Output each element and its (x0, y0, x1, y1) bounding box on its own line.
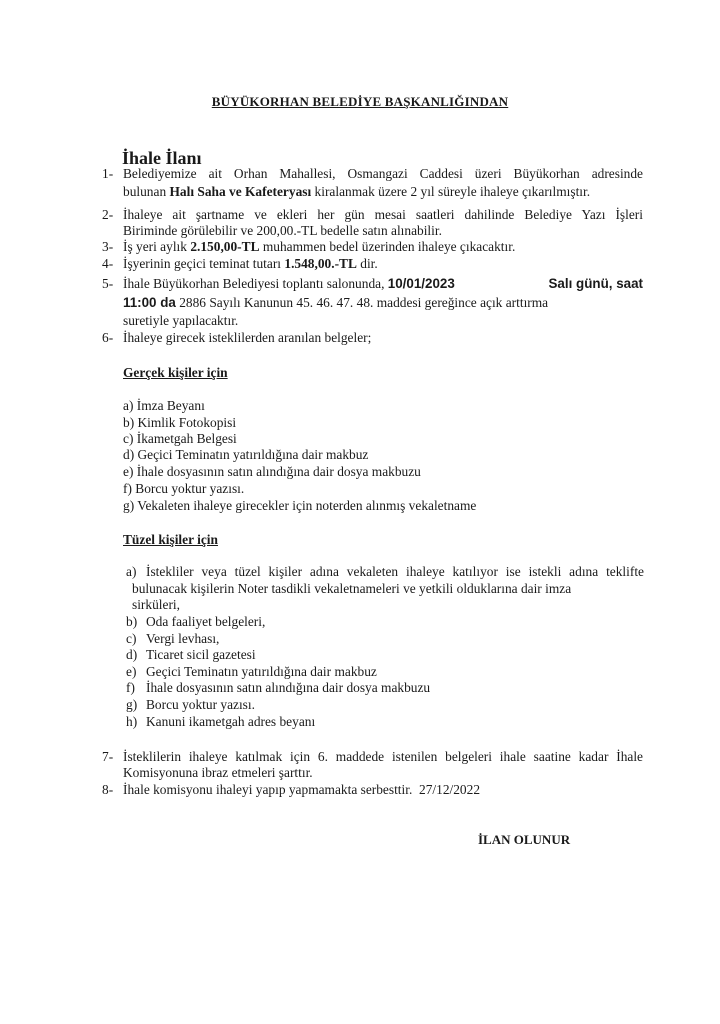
document-title: İhale İlanı (122, 148, 202, 168)
gercek-item: d) Geçici Teminatın yatırıldığına dair makbuz (123, 447, 369, 462)
item-5-line-3: suretiyle yapılacaktır. (123, 313, 239, 328)
item-3-suffix: muhammen bedel üzerinden ihaleye çıkacaktır. (259, 239, 516, 254)
tuzel-item: Geçici Teminatın yatırıldığına dair makbuz (146, 664, 377, 679)
gercek-kisiler-heading: Gerçek kişiler için (123, 365, 228, 380)
item-1-text-end: kiralanmak üzere 2 yıl süreyle ihaleye çıkarılmıştır. (311, 184, 591, 199)
item-6-number: 6- (102, 330, 114, 345)
tuzel-item-label: g) (126, 697, 138, 712)
tuzel-item: Oda faaliyet belgeleri, (146, 614, 266, 629)
item-8-number: 8- (102, 782, 114, 797)
item-5-day-time: Salı günü, saat (548, 276, 643, 291)
tuzel-kisiler-heading: Tüzel kişiler için (123, 532, 218, 547)
tuzel-item: Vergi levhası, (146, 631, 220, 646)
gercek-item: a) İmza Beyanı (123, 398, 205, 413)
tuzel-item-label: f) (126, 680, 135, 695)
tuzel-item: Ticaret sicil gazetesi (146, 647, 256, 662)
item-8-statement: İhale komisyonu ihaleyi yapıp yapmamakta serbesttir. (123, 782, 413, 797)
tuzel-item-a-line-3: sirküleri, (132, 597, 180, 612)
item-1-line-1: Belediyemize ait Orhan Mahallesi, Osmangazi Caddesi üzeri Büyükorhan adresinde (123, 166, 643, 181)
item-4-suffix: dir. (356, 256, 378, 271)
item-8-date: 27/12/2022 (419, 782, 481, 797)
tuzel-item-label: c) (126, 631, 137, 646)
gercek-item: g) Vekaleten ihaleye girecekler için noterden alınmış vekaletname (123, 498, 477, 513)
item-6-text: İhaleye girecek isteklilerden aranılan belgeler; (123, 330, 372, 345)
item-3-number: 3- (102, 239, 114, 254)
item-5-line-1 (123, 276, 643, 292)
tuzel-item: Borcu yoktur yazısı. (146, 697, 255, 712)
item-3-amount: 2.150,00-TL (190, 239, 260, 254)
item-7-line-1: İsteklilerin ihaleye katılmak için 6. maddede istenilen belgeleri ihale saatine kadar İhale (123, 749, 643, 764)
tuzel-item: Kanuni ikametgah adres beyanı (146, 714, 316, 729)
tuzel-item-label: e) (126, 664, 137, 679)
tuzel-item-a-line-1: İstekliler veya tüzel kişiler adına vekaleten ihaleye katılıyor ise istekli adına teklifte (146, 564, 644, 579)
document-header: BÜYÜKORHAN BELEDİYE BAŞKANLIĞINDAN (211, 94, 509, 109)
item-2-line-2: Biriminde görülebilir ve 200,00.-TL bedelle satın alınabilir. (123, 223, 442, 238)
gercek-item: c) İkametgah Belgesi (123, 431, 237, 446)
item-4-amount: 1.548,00.-TL (284, 256, 357, 271)
item-1-property-name: Halı Saha ve Kafeteryası (169, 184, 312, 199)
tuzel-item: İhale dosyasının satın alındığına dair dosya makbuzu (146, 680, 431, 695)
item-5-number: 5- (102, 276, 114, 291)
tuzel-item-label: a) (126, 564, 137, 579)
gercek-item: e) İhale dosyasının satın alındığına dair dosya makbuzu (123, 464, 421, 479)
item-5-date: 10/01/2023 (387, 276, 455, 291)
item-8-text (123, 782, 643, 798)
item-5-hour: 11:00 da (123, 295, 176, 310)
tuzel-item-label: d) (126, 647, 138, 662)
item-5-line-2 (123, 295, 643, 311)
item-5-text: İhale Büyükorhan Belediyesi toplantı salonunda, (123, 276, 388, 291)
item-2-line-1: İhaleye ait şartname ve ekleri her gün mesai saatleri dahilinde Belediye Yazı İşleri (123, 207, 643, 222)
tuzel-item-label: h) (126, 714, 138, 729)
item-4-prefix: İşyerinin geçici teminat tutarı (123, 256, 285, 271)
gercek-item: f) Borcu yoktur yazısı. (123, 481, 245, 496)
item-2-number: 2- (102, 207, 114, 222)
item-4-number: 4- (102, 256, 114, 271)
item-4-text (123, 256, 643, 272)
item-3-prefix: İş yeri aylık (123, 239, 191, 254)
item-1-text: bulunan (123, 184, 170, 199)
item-5-law-text: 2886 Sayılı Kanunun 45. 46. 47. 48. maddesi gereğince açık arttırma (175, 295, 549, 310)
tuzel-item-label: b) (126, 614, 138, 629)
gercek-item: b) Kimlik Fotokopisi (123, 415, 237, 430)
item-1-line-2 (123, 184, 643, 200)
item-7-number: 7- (102, 749, 114, 764)
item-7-line-2: Komisyonuna ibraz etmeleri şarttır. (123, 765, 313, 780)
tuzel-item-a-line-2: bulunacak kişilerin Noter tasdikli vekaletnameleri ve yetkili olduklarına dair imza (132, 581, 572, 596)
closing-text: İLAN OLUNUR (478, 832, 571, 847)
item-1-number: 1- (102, 166, 114, 181)
item-3-text (123, 239, 643, 255)
